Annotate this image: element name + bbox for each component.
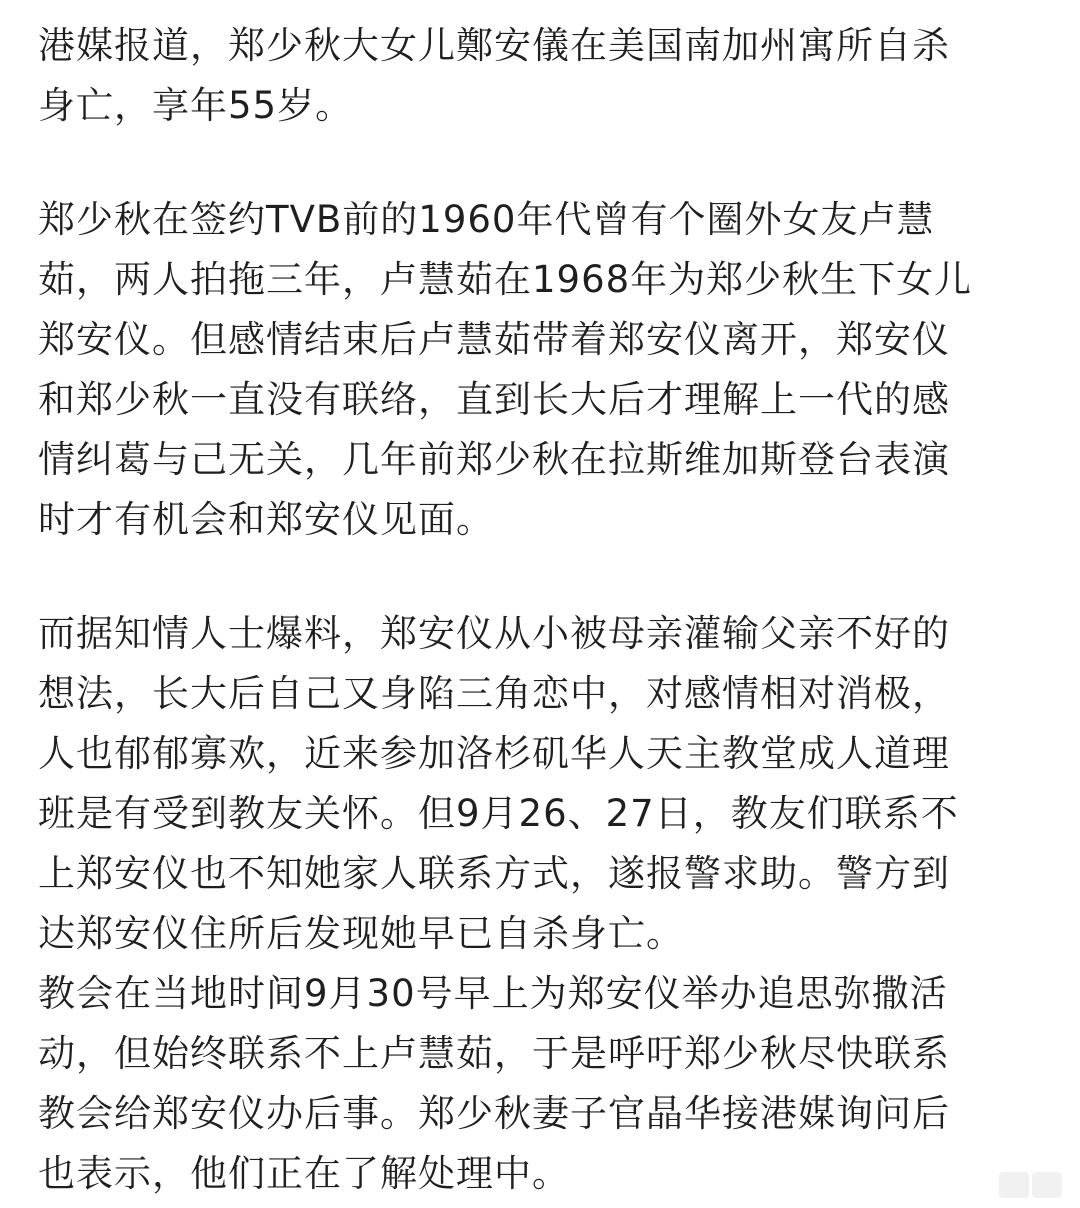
text-line: 班是有受到教友关怀。但9月26、27日，教友们联系不: [38, 792, 959, 835]
text-line: 想法，长大后自己又身陷三角恋中，对感情相对消极，: [38, 672, 950, 715]
paragraph-3: [38, 604, 1048, 1204]
text-line: 郑少秋在签约TVB前的1960年代曾有个圈外女友卢慧: [38, 198, 935, 241]
text-line: 茹，两人拍拖三年，卢慧茹在1968年为郑少秋生下女儿: [38, 258, 973, 301]
text-line: 动，但始终联系不上卢慧茹，于是呼吁郑少秋尽快联系: [38, 1032, 950, 1075]
text-line: 也表示，他们正在了解处理中。: [38, 1152, 570, 1195]
text-line: 港媒报道，郑少秋大女儿鄭安儀在美国南加州寓所自杀: [38, 24, 950, 67]
paragraph-2: [38, 190, 1048, 550]
text-line: 郑安仪。但感情结束后卢慧茹带着郑安仪离开，郑安仪: [38, 318, 950, 361]
paragraph-1: [38, 16, 1048, 136]
text-line: 情纠葛与己无关，几年前郑少秋在拉斯维加斯登台表演: [38, 438, 950, 481]
text-line: 和郑少秋一直没有联络，直到长大后才理解上一代的感: [38, 378, 950, 421]
text-line: 时才有机会和郑安仪见面。: [38, 498, 494, 541]
text-line: 而据知情人士爆料，郑安仪从小被母亲灌输父亲不好的: [38, 612, 950, 655]
text-line: 教会给郑安仪办后事。郑少秋妻子官晶华接港媒询问后: [38, 1092, 950, 1135]
text-line: 教会在当地时间9月30号早上为郑安仪举办追思弥撒活: [38, 972, 948, 1015]
watermark-mark: [999, 1172, 1062, 1198]
text-line: 上郑安仪也不知她家人联系方式，遂报警求助。警方到: [38, 852, 950, 895]
text-line: 人也郁郁寡欢，近来参加洛杉矶华人天主教堂成人道理: [38, 732, 950, 775]
text-line: 达郑安仪住所后发现她早已自杀身亡。: [38, 912, 684, 955]
text-line: 身亡，享年55岁。: [38, 84, 354, 127]
article-body: [38, 16, 1048, 1204]
